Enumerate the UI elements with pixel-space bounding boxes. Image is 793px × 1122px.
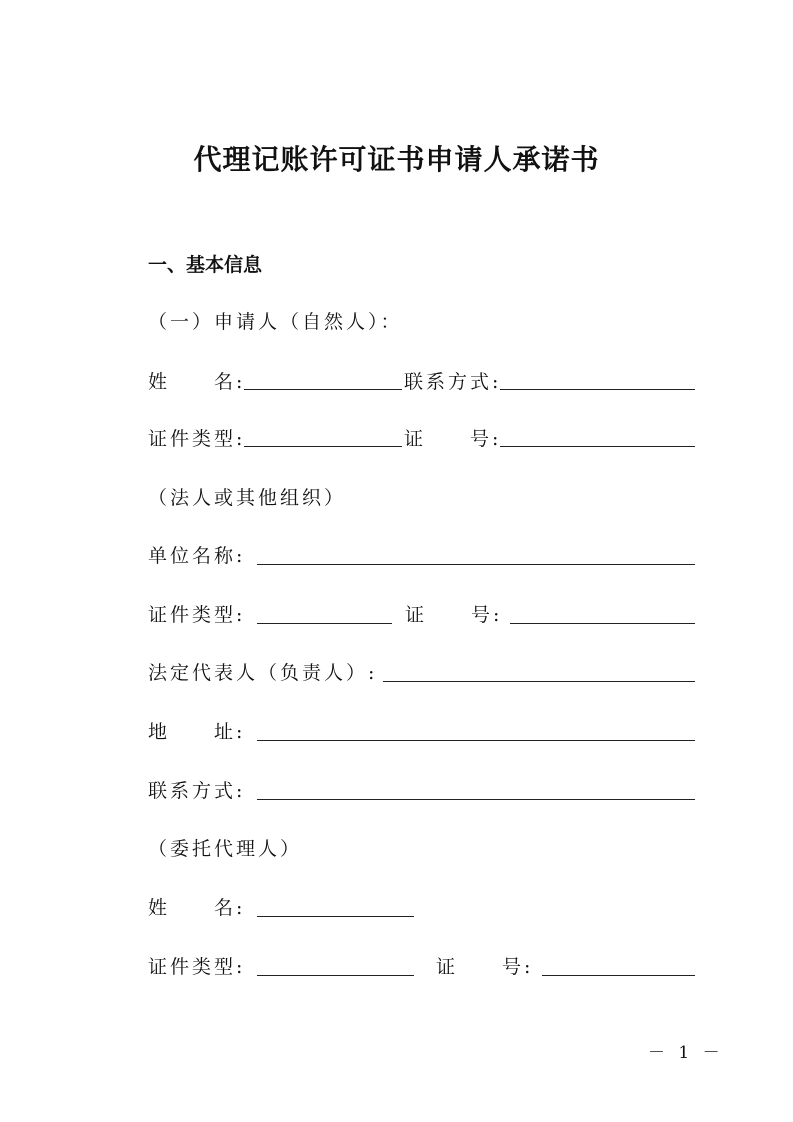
natural-id-no-label: 证 号:	[404, 428, 502, 450]
legal-id-type-field[interactable]	[257, 623, 392, 624]
legal-address-label: 地 址:	[148, 721, 246, 743]
legal-org-name-label: 单位名称:	[148, 545, 246, 567]
natural-contact-label: 联系方式:	[404, 371, 502, 393]
legal-id-type-label: 证件类型:	[148, 604, 246, 626]
natural-name-field[interactable]	[244, 389, 402, 390]
page-number: － 1 －	[648, 1043, 724, 1063]
natural-contact-field[interactable]	[500, 389, 695, 390]
agent-id-no-label: 证 号:	[436, 956, 534, 978]
legal-address-field[interactable]	[257, 740, 695, 741]
agent-id-type-label: 证件类型:	[148, 956, 246, 978]
agent-id-no-field[interactable]	[542, 975, 695, 976]
legal-contact-label: 联系方式:	[148, 780, 246, 802]
legal-org-name-field[interactable]	[257, 564, 695, 565]
legal-rep-label: 法定代表人（负责人）:	[148, 662, 378, 684]
natural-id-type-label: 证件类型:	[148, 428, 246, 450]
legal-id-no-field[interactable]	[510, 623, 695, 624]
agent-name-field[interactable]	[257, 916, 414, 917]
agent-id-type-field[interactable]	[257, 975, 414, 976]
legal-id-no-label: 证 号:	[405, 604, 503, 626]
legal-contact-field[interactable]	[257, 799, 695, 800]
natural-id-no-field[interactable]	[500, 446, 695, 447]
legal-rep-field[interactable]	[383, 681, 695, 682]
document-title: 代理记账许可证书申请人承诺书	[193, 143, 600, 176]
natural-name-label: 姓 名:	[148, 371, 246, 393]
subheading-agent: （委托代理人）	[148, 838, 303, 860]
subheading-natural-person: （一）申请人（自然人）：	[148, 311, 403, 333]
agent-name-label: 姓 名:	[148, 897, 246, 919]
subheading-legal-person: （法人或其他组织）	[148, 487, 347, 509]
section-heading-basic-info: 一、基本信息	[148, 254, 263, 276]
natural-id-type-field[interactable]	[244, 446, 402, 447]
